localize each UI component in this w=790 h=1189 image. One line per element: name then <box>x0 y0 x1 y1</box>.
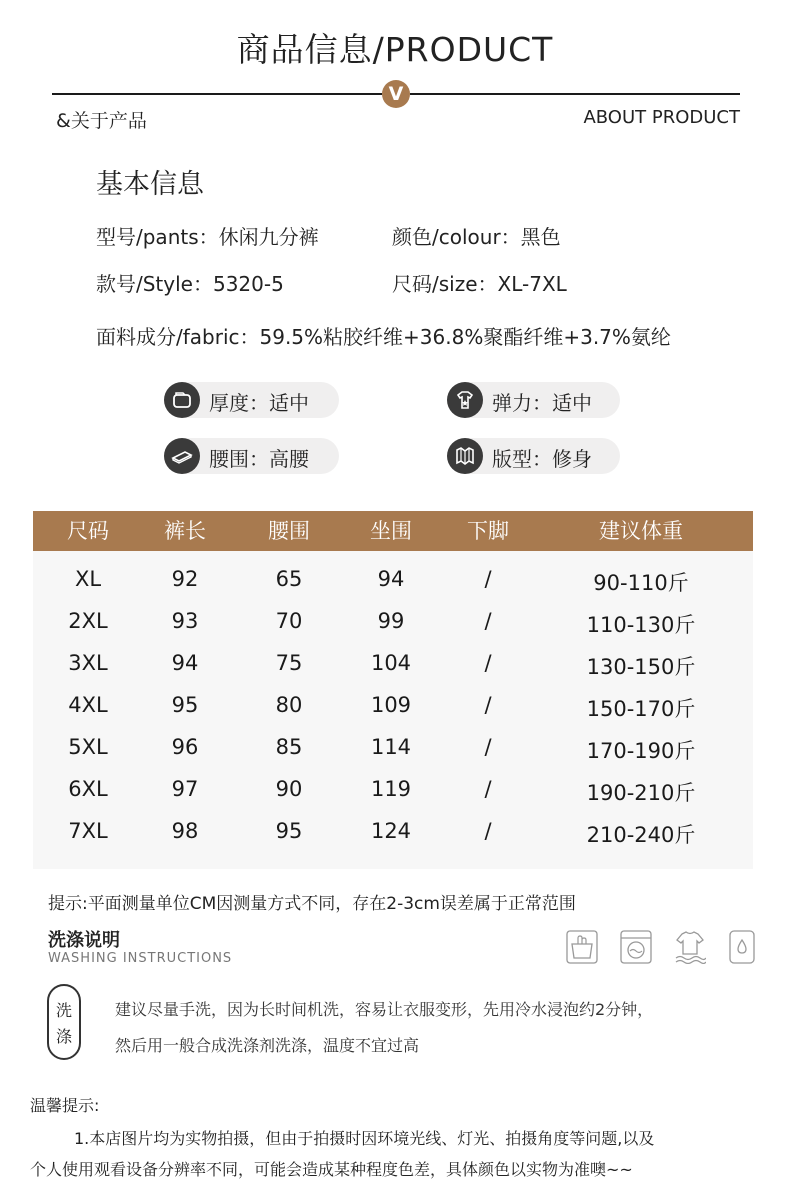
table-cell: 124 <box>370 819 412 843</box>
wash-badge-top: 洗 <box>55 1001 72 1020</box>
table-cell: 93 <box>171 609 199 633</box>
table-cell: 65 <box>275 567 303 591</box>
table-cell: 5XL <box>68 735 108 759</box>
washing-icons <box>566 930 756 966</box>
basic-info-heading: 基本信息 <box>96 169 204 200</box>
table-cell: 98 <box>171 819 199 843</box>
column-header: 下脚 <box>467 519 509 543</box>
table-cell: / <box>484 777 492 801</box>
table-cell: 6XL <box>68 777 108 801</box>
table-cell: 150-170斤 <box>586 697 696 721</box>
table-cell: 210-240斤 <box>586 823 696 847</box>
table-cell: 75 <box>275 651 303 675</box>
table-cell: 4XL <box>68 693 108 717</box>
thickness-icon <box>164 382 200 418</box>
wash-badge-bottom: 涤 <box>55 1027 72 1046</box>
colour-info: 颜色/colour：黑色 <box>392 225 561 249</box>
table-cell: 114 <box>370 735 412 759</box>
table-cell: 170-190斤 <box>586 739 696 763</box>
washing-machine-icon <box>620 930 652 964</box>
wash-badge <box>47 984 81 1060</box>
table-cell: 94 <box>171 651 199 675</box>
table-cell: 130-150斤 <box>586 655 696 679</box>
style-info: 款号/Style：5320-5 <box>96 272 284 296</box>
table-cell: / <box>484 693 492 717</box>
table-cell: 109 <box>370 693 412 717</box>
table-cell: 95 <box>275 819 303 843</box>
v-badge: V <box>382 80 410 108</box>
feature-thickness <box>164 382 339 418</box>
waist-icon <box>164 438 200 474</box>
elasticity-icon <box>447 382 483 418</box>
table-cell: 96 <box>171 735 199 759</box>
column-header: 尺码 <box>67 519 109 543</box>
table-cell: 95 <box>171 693 199 717</box>
table-cell: XL <box>74 567 102 591</box>
tips-line-2: 个人使用观看设备分辨率不同，可能会造成某种程度色差，具体颜色以实物为准噢~~ <box>30 1160 633 1179</box>
feature-label: 腰围：高腰 <box>209 447 309 471</box>
table-cell: 99 <box>377 609 405 633</box>
washing-instruction-line-2: 然后用一般合成洗涤剂洗涤，温度不宜过高 <box>115 1036 420 1055</box>
washing-title: 洗涤说明 <box>48 930 120 951</box>
measurement-note: 提示:平面测量单位CM因测量方式不同，存在2-3cm误差属于正常范围 <box>48 894 576 914</box>
tips-heading: 温馨提示: <box>30 1096 100 1115</box>
about-product-en: ABOUT PRODUCT <box>583 107 740 128</box>
size-table-body <box>33 551 753 869</box>
table-cell: 119 <box>370 777 412 801</box>
column-header: 建议体重 <box>599 519 683 543</box>
table-cell: 94 <box>377 567 405 591</box>
table-cell: 80 <box>275 693 303 717</box>
table-cell: / <box>484 651 492 675</box>
tips-line-1: 1.本店图片均为实物拍摄，但由于拍摄时因环境光线、灯光、拍摄角度等问题,以及 <box>74 1129 655 1148</box>
feature-label: 厚度：适中 <box>209 391 309 415</box>
column-header: 腰围 <box>268 519 310 543</box>
table-cell: / <box>484 567 492 591</box>
feature-label: 版型：修身 <box>492 447 592 471</box>
divider-right <box>410 93 740 95</box>
model-info: 型号/pants：休闲九分裤 <box>96 225 319 249</box>
table-cell: 3XL <box>68 651 108 675</box>
about-product-cn: &关于产品 <box>56 110 147 132</box>
column-header: 坐围 <box>370 519 412 543</box>
fabric-info: 面料成分/fabric：59.5%粘胶纤维+36.8%聚酯纤维+3.7%氨纶 <box>96 325 671 349</box>
table-cell: 90 <box>275 777 303 801</box>
size-info: 尺码/size：XL-7XL <box>392 272 567 296</box>
table-cell: / <box>484 735 492 759</box>
feature-waist <box>164 438 339 474</box>
table-cell: 85 <box>275 735 303 759</box>
table-cell: 92 <box>171 567 199 591</box>
divider-left <box>52 93 382 95</box>
table-cell: 90-110斤 <box>593 571 689 595</box>
water-temperature-icon <box>726 930 758 964</box>
table-cell: / <box>484 609 492 633</box>
iron-icon <box>674 930 706 964</box>
feature-fit <box>447 438 620 474</box>
feature-label: 弹力：适中 <box>492 391 592 415</box>
page-title: 商品信息/PRODUCT <box>236 30 554 69</box>
washing-instruction-line-1: 建议尽量手洗，因为长时间机洗，容易让衣服变形，先用冷水浸泡约2分钟， <box>115 1000 654 1019</box>
table-cell: 70 <box>275 609 303 633</box>
table-cell: 7XL <box>68 819 108 843</box>
washing-subtitle: WASHING INSTRUCTIONS <box>48 951 233 966</box>
table-cell: 97 <box>171 777 199 801</box>
column-header: 裤长 <box>164 519 206 543</box>
fit-icon <box>447 438 483 474</box>
size-table-header <box>33 511 753 551</box>
table-cell: 2XL <box>68 609 108 633</box>
table-cell: / <box>484 819 492 843</box>
hand-wash-icon <box>566 930 598 964</box>
table-cell: 190-210斤 <box>586 781 696 805</box>
table-cell: 104 <box>370 651 412 675</box>
feature-elasticity <box>447 382 620 418</box>
table-cell: 110-130斤 <box>586 613 696 637</box>
